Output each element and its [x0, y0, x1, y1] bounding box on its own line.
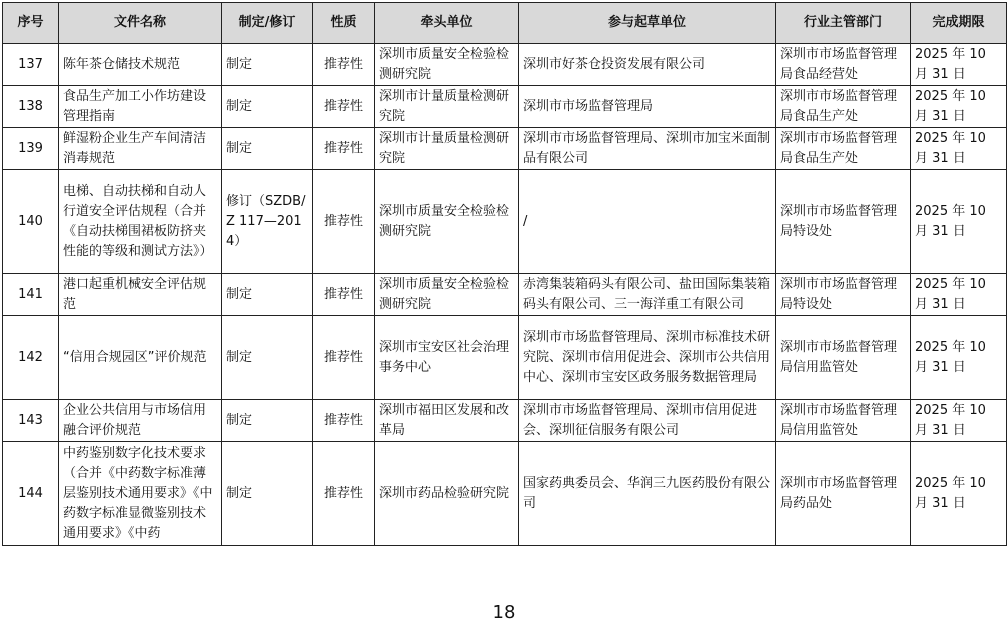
lead-unit-cell: [375, 442, 519, 546]
deadline-cell: [911, 44, 1007, 86]
serial-number-cell-text: 140: [18, 213, 43, 229]
lead-unit-cell-text: 深圳市计量质量检测研究院: [379, 130, 510, 166]
table-row: [3, 442, 1007, 546]
participating-units-cell: [519, 400, 776, 442]
draft-revise-cell-text: 修订（SZDB/Z 117—2014）: [226, 193, 306, 249]
header-document-name: 文件名称: [59, 3, 222, 44]
page-number: 18: [492, 602, 516, 623]
deadline-cell: [911, 86, 1007, 128]
participating-units-cell-text: 深圳市市场监督管理局: [523, 98, 654, 114]
competent-department-cell-text: 深圳市市场监督管理局药品处: [780, 475, 898, 511]
nature-cell: [313, 44, 375, 86]
document-name-cell: [59, 128, 222, 170]
competent-department-cell-text: 深圳市市场监督管理局信用监管处: [780, 339, 898, 375]
participating-units-cell-text: 深圳市市场监督管理局、深圳市加宝米面制品有限公司: [523, 130, 771, 166]
nature-cell-text: 推荐性: [323, 213, 363, 229]
deadline-cell-text: 2025 年 10 月 31 日: [915, 339, 986, 375]
header-nature: 性质: [313, 3, 375, 44]
participating-units-cell: [519, 128, 776, 170]
deadline-cell-text: 2025 年 10 月 31 日: [915, 402, 986, 438]
nature-cell-text: 推荐性: [323, 56, 363, 72]
serial-number-cell-text: 138: [18, 98, 43, 114]
competent-department-cell: [776, 44, 911, 86]
draft-revise-cell: [222, 274, 313, 316]
table-header-row: [3, 3, 1007, 44]
competent-department-cell: [776, 274, 911, 316]
serial-number-cell: [3, 86, 59, 128]
serial-number-cell: [3, 274, 59, 316]
document-name-cell: [59, 400, 222, 442]
document-name-cell: [59, 170, 222, 274]
competent-department-cell-text: 深圳市市场监督管理局信用监管处: [780, 402, 898, 438]
draft-revise-cell: [222, 86, 313, 128]
deadline-cell-text: 2025 年 10 月 31 日: [915, 88, 986, 124]
competent-department-cell: [776, 442, 911, 546]
deadline-cell-text: 2025 年 10 月 31 日: [915, 475, 986, 511]
table-row: [3, 128, 1007, 170]
lead-unit-cell-text: 深圳市质量安全检验检测研究院: [379, 46, 510, 82]
draft-revise-cell-text: 制定: [226, 56, 253, 72]
document-name-cell: [59, 44, 222, 86]
competent-department-cell: [776, 400, 911, 442]
serial-number-cell: [3, 400, 59, 442]
draft-revise-cell-text: 制定: [226, 140, 253, 156]
nature-cell-text: 推荐性: [323, 349, 363, 365]
standards-table: [2, 2, 1007, 546]
serial-number-cell: [3, 44, 59, 86]
participating-units-cell: [519, 442, 776, 546]
participating-units-cell: [519, 274, 776, 316]
table-row: [3, 316, 1007, 400]
header-serial-number: 序号: [3, 3, 59, 44]
deadline-cell: [911, 128, 1007, 170]
competent-department-cell-text: 深圳市市场监督管理局食品生产处: [780, 88, 898, 124]
table-row: [3, 170, 1007, 274]
nature-cell: [313, 442, 375, 546]
document-name-cell-text: 陈年茶仓储技术规范: [63, 56, 181, 72]
serial-number-cell: [3, 170, 59, 274]
lead-unit-cell-text: 深圳市福田区发展和改革局: [379, 402, 510, 438]
draft-revise-cell: [222, 44, 313, 86]
document-name-cell-text: 企业公共信用与市场信用融合评价规范: [63, 402, 207, 438]
header-competent-department: 行业主管部门: [776, 3, 911, 44]
document-name-cell: [59, 442, 222, 546]
document-name-cell-text: 港口起重机械安全评估规范: [63, 276, 207, 312]
draft-revise-cell: [222, 316, 313, 400]
nature-cell-text: 推荐性: [323, 140, 363, 156]
document-name-cell-text: 中药鉴别数字化技术要求（合并《中药数字标准薄层鉴别技术通用要求》《中药数字标准显微鉴别技术通用要求》《中药: [63, 445, 213, 541]
serial-number-cell: [3, 316, 59, 400]
nature-cell-text: 推荐性: [323, 485, 363, 501]
deadline-cell: [911, 274, 1007, 316]
deadline-cell-text: 2025 年 10 月 31 日: [915, 46, 986, 82]
table-row: [3, 44, 1007, 86]
draft-revise-cell: [222, 128, 313, 170]
draft-revise-cell-text: 制定: [226, 98, 253, 114]
competent-department-cell-text: 深圳市市场监督管理局食品经营处: [780, 46, 898, 82]
draft-revise-cell: [222, 170, 313, 274]
lead-unit-cell: [375, 400, 519, 442]
draft-revise-cell-text: 制定: [226, 286, 253, 302]
serial-number-cell: [3, 128, 59, 170]
document-name-cell: [59, 86, 222, 128]
table-row: [3, 86, 1007, 128]
nature-cell-text: 推荐性: [323, 412, 363, 428]
deadline-cell: [911, 442, 1007, 546]
serial-number-cell-text: 142: [18, 349, 43, 365]
participating-units-cell-text: 深圳市好茶仓投资发展有限公司: [523, 56, 706, 72]
lead-unit-cell: [375, 170, 519, 274]
document-name-cell-text: 电梯、自动扶梯和自动人行道安全评估规程（合并《自动扶梯围裙板防挤夹性能的等级和测试方法》）: [63, 183, 213, 259]
nature-cell: [313, 400, 375, 442]
participating-units-cell: [519, 316, 776, 400]
participating-units-cell-text: 赤湾集装箱码头有限公司、盐田国际集装箱码头有限公司、三一海洋重工有限公司: [523, 276, 771, 312]
table-body: [3, 44, 1007, 546]
lead-unit-cell: [375, 128, 519, 170]
draft-revise-cell-text: 制定: [226, 412, 253, 428]
deadline-cell: [911, 316, 1007, 400]
serial-number-cell-text: 143: [18, 412, 43, 428]
participating-units-cell: [519, 44, 776, 86]
serial-number-cell-text: 144: [18, 485, 43, 501]
header-draft-revise: 制定/修订: [222, 3, 313, 44]
competent-department-cell: [776, 86, 911, 128]
participating-units-cell-text: 深圳市市场监督管理局、深圳市信用促进会、深圳征信服务有限公司: [523, 402, 758, 438]
deadline-cell-text: 2025 年 10 月 31 日: [915, 276, 986, 312]
participating-units-cell: [519, 86, 776, 128]
document-name-cell-text: “信用合规园区”评价规范: [63, 349, 207, 365]
lead-unit-cell: [375, 44, 519, 86]
competent-department-cell-text: 深圳市市场监督管理局特设处: [780, 203, 898, 239]
deadline-cell: [911, 400, 1007, 442]
participating-units-cell-text: 深圳市市场监督管理局、深圳市标准技术研究院、深圳市信用促进会、深圳市公共信用中心、深圳市宝安区政务服务数据管理局: [523, 329, 771, 385]
deadline-cell-text: 2025 年 10 月 31 日: [915, 203, 986, 239]
document-name-cell: [59, 274, 222, 316]
header-deadline: 完成期限: [911, 3, 1007, 44]
competent-department-cell-text: 深圳市市场监督管理局特设处: [780, 276, 898, 312]
table-row: [3, 274, 1007, 316]
competent-department-cell-text: 深圳市市场监督管理局食品生产处: [780, 130, 898, 166]
draft-revise-cell-text: 制定: [226, 349, 253, 365]
draft-revise-cell: [222, 442, 313, 546]
competent-department-cell: [776, 170, 911, 274]
serial-number-cell-text: 141: [18, 286, 43, 302]
participating-units-cell: [519, 170, 776, 274]
nature-cell-text: 推荐性: [323, 286, 363, 302]
lead-unit-cell: [375, 274, 519, 316]
serial-number-cell: [3, 442, 59, 546]
lead-unit-cell-text: 深圳市计量质量检测研究院: [379, 88, 510, 124]
document-name-cell: [59, 316, 222, 400]
document-name-cell-text: 食品生产加工小作坊建设管理指南: [63, 88, 207, 124]
table-row: [3, 400, 1007, 442]
lead-unit-cell-text: 深圳市药品检验研究院: [379, 485, 510, 501]
nature-cell: [313, 274, 375, 316]
lead-unit-cell-text: 深圳市宝安区社会治理事务中心: [379, 339, 510, 375]
nature-cell: [313, 86, 375, 128]
nature-cell-text: 推荐性: [323, 98, 363, 114]
deadline-cell-text: 2025 年 10 月 31 日: [915, 130, 986, 166]
deadline-cell: [911, 170, 1007, 274]
header-lead-unit: 牵头单位: [375, 3, 519, 44]
draft-revise-cell: [222, 400, 313, 442]
participating-units-cell-text: 国家药典委员会、华润三九医药股份有限公司: [523, 475, 771, 511]
competent-department-cell: [776, 128, 911, 170]
serial-number-cell-text: 139: [18, 140, 43, 156]
nature-cell: [313, 316, 375, 400]
header-participating-units: 参与起草单位: [519, 3, 776, 44]
draft-revise-cell-text: 制定: [226, 485, 253, 501]
nature-cell: [313, 170, 375, 274]
lead-unit-cell-text: 深圳市质量安全检验检测研究院: [379, 276, 510, 312]
lead-unit-cell-text: 深圳市质量安全检验检测研究院: [379, 203, 510, 239]
lead-unit-cell: [375, 316, 519, 400]
competent-department-cell: [776, 316, 911, 400]
participating-units-cell-text: /: [523, 213, 528, 229]
serial-number-cell-text: 137: [18, 56, 43, 72]
document-name-cell-text: 鲜湿粉企业生产车间清洁消毒规范: [63, 130, 207, 166]
lead-unit-cell: [375, 86, 519, 128]
nature-cell: [313, 128, 375, 170]
